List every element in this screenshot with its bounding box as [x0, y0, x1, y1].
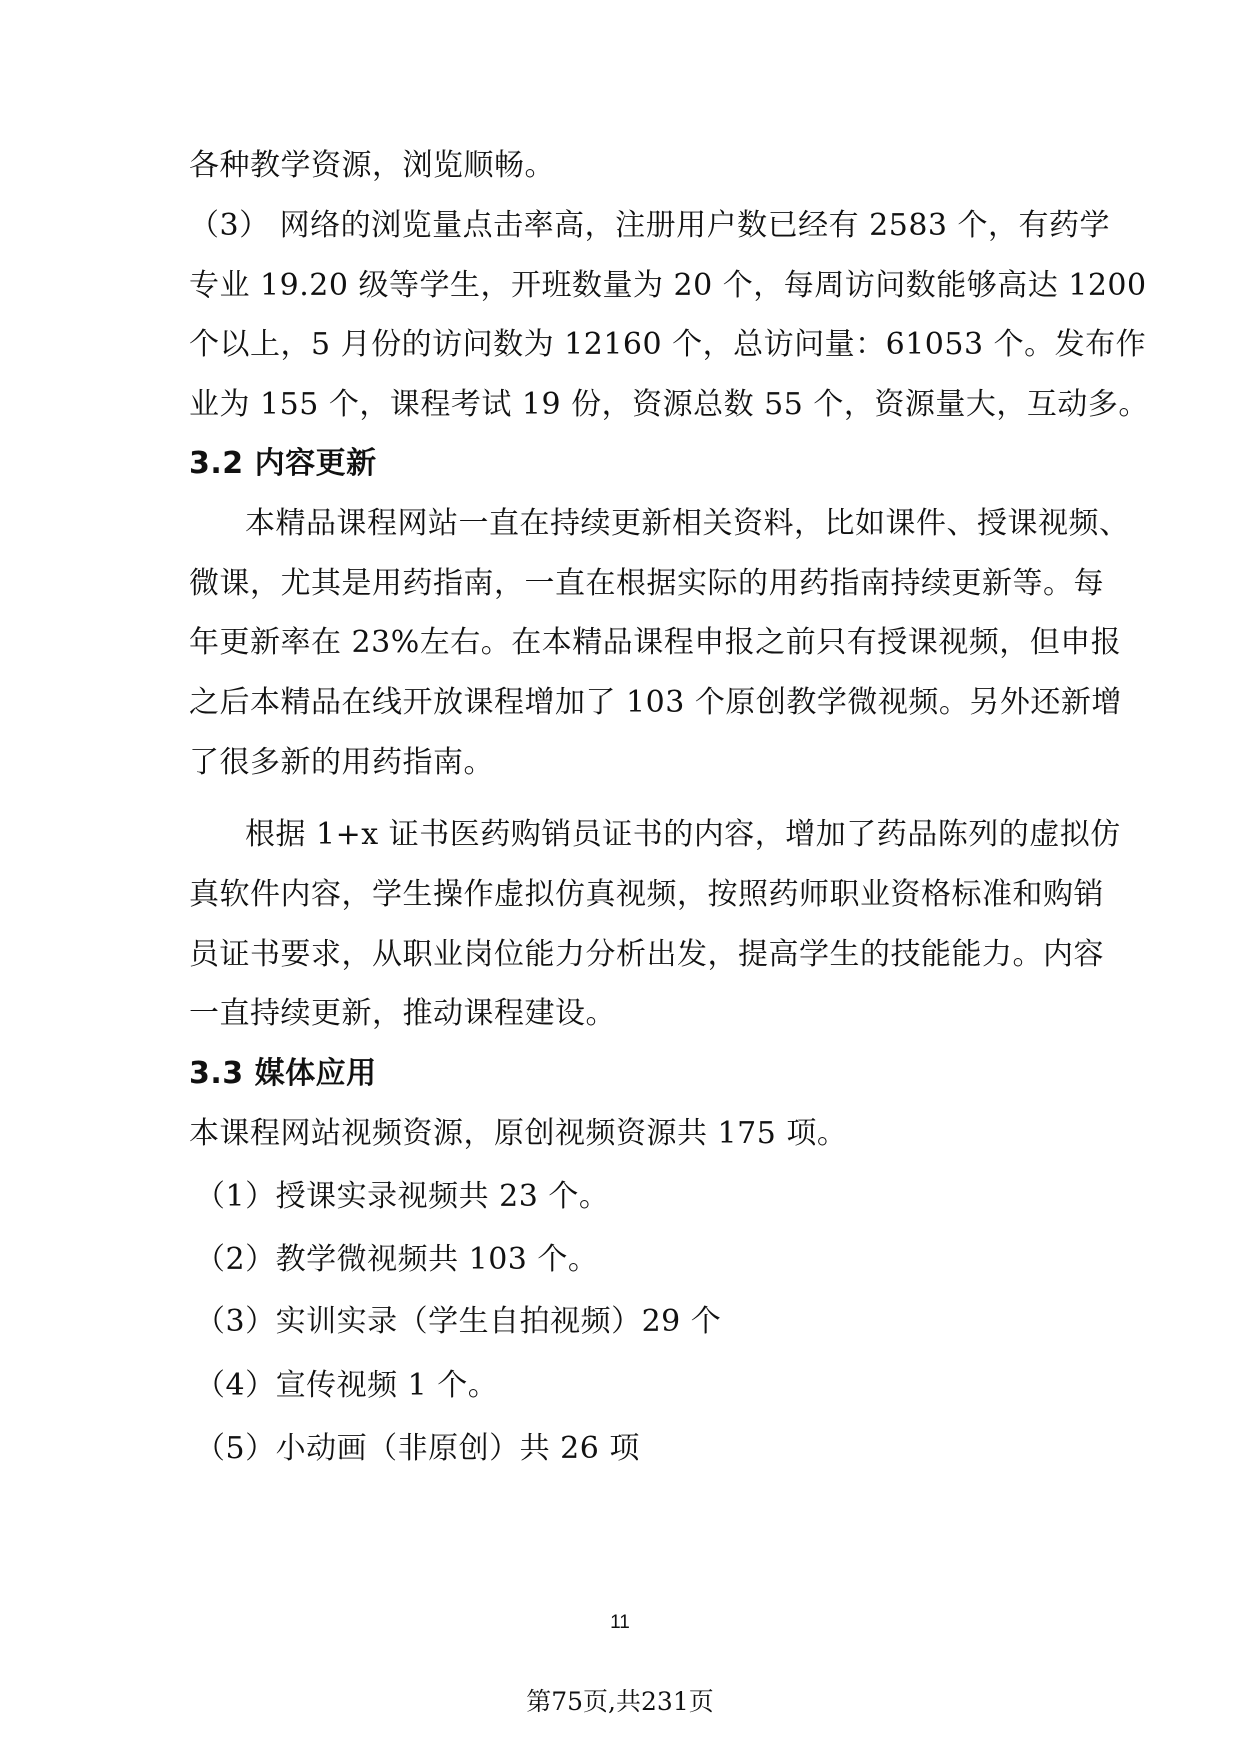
text-line: （3） 网络的浏览量点击率高，注册用户数已经有 2583 个，有药学	[189, 208, 1111, 243]
paragraph-line: 微课，尤其是用药指南，一直在根据实际的用药指南持续更新等。每	[189, 566, 1104, 601]
list-item: （5）小动画（非原创）共 26 项	[195, 1431, 640, 1466]
text-line: 个以上，5 月份的访问数为 12160 个，总访问量：61053 个。发布作	[189, 327, 1147, 362]
paragraph-line: 了很多新的用药指南。	[189, 745, 494, 780]
list-item: （2）教学微视频共 103 个。	[195, 1242, 599, 1277]
paragraph-line: 真软件内容，学生操作虚拟仿真视频，按照药师职业资格标准和购销	[189, 877, 1104, 912]
paragraph-line: 本课程网站视频资源，原创视频资源共 175 项。	[189, 1116, 848, 1151]
list-item: （3）实训实录（学生自拍视频）29 个	[195, 1304, 722, 1339]
paragraph-line: 一直持续更新，推动课程建设。	[189, 996, 616, 1031]
text-line: 专业 19.20 级等学生，开班数量为 20 个，每周访问数能够高达 1200	[189, 268, 1147, 303]
paragraph-line: 本精品课程网站一直在持续更新相关资料，比如课件、授课视频、	[245, 506, 1130, 541]
text-line: 业为 155 个，课程考试 19 份，资源总数 55 个，资源量大，互动多。	[189, 387, 1149, 422]
text-line: 各种教学资源，浏览顺畅。	[189, 148, 555, 183]
list-item: （1）授课实录视频共 23 个。	[195, 1179, 610, 1214]
paragraph-line: 年更新率在 23%左右。在本精品课程申报之前只有授课视频，但申报	[189, 625, 1122, 660]
list-item: （4）宣传视频 1 个。	[195, 1368, 499, 1403]
section-heading: 3.3 媒体应用	[189, 1056, 377, 1091]
paragraph-line: 根据 1+x 证书医药购销员证书的内容，增加了药品陈列的虚拟仿	[245, 817, 1121, 852]
paragraph-line: 员证书要求，从职业岗位能力分析出发，提高学生的技能能力。内容	[189, 937, 1104, 972]
page-footer: 第75页,共231页	[526, 1687, 714, 1716]
paragraph-line: 之后本精品在线开放课程增加了 103 个原创教学微视频。另外还新增	[189, 685, 1122, 720]
section-heading: 3.2 内容更新	[189, 446, 377, 481]
page-number: 11	[610, 1612, 630, 1633]
